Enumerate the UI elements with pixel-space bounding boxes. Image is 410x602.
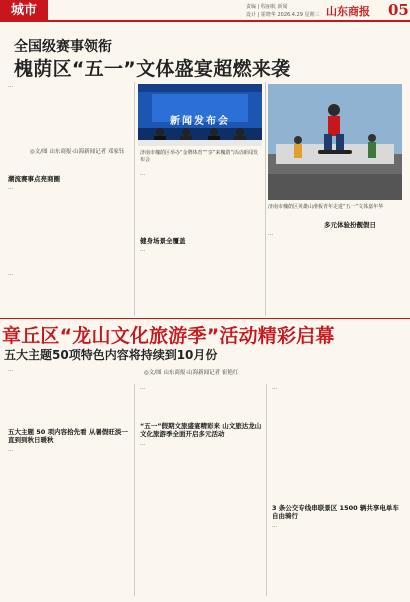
story2-body-d: … xyxy=(140,441,145,447)
story1-body-d: … xyxy=(140,171,145,177)
story1-body-f: … xyxy=(268,231,273,237)
story2-headline-block xyxy=(0,320,410,347)
story1-subhead-b: 健身场景全覆盖 xyxy=(140,237,186,245)
press-screen-title: 新闻发布会 xyxy=(170,116,230,127)
story2-body-b: … xyxy=(8,447,13,453)
story1-subhead-a: 潮流赛事点亮商圈 xyxy=(8,175,60,183)
skateboard-photo xyxy=(268,84,402,200)
story2-subhead-b: “五一”假期文旅盛宴精彩来 山文旅达龙山文化旅游季全面开启多元活动 xyxy=(140,422,262,438)
story2-subhead-c: 3 条公交专线串联景区 1500 辆共享电单车自由骑行 xyxy=(272,504,399,520)
story2-body-c: … xyxy=(140,385,145,391)
story2-body-e: … xyxy=(272,385,277,391)
skateboard-illustration xyxy=(268,84,402,200)
story2-body-a: … xyxy=(8,367,13,373)
section-tag: 城市 xyxy=(0,0,48,22)
press-photo-caption: 济南市槐荫区举办“金牌体育”“享”来槐荫”活动新闻发布会 xyxy=(140,150,258,163)
paper-name: 山东商报 xyxy=(326,5,370,18)
story1-subhead-c: 多元体验扮靓假日 xyxy=(324,221,376,229)
story1-body-lead: … xyxy=(8,83,13,89)
page-number: 05 xyxy=(388,1,409,19)
column-divider xyxy=(265,82,266,316)
press-conference-photo xyxy=(138,84,262,146)
story-divider xyxy=(0,318,410,319)
column-divider xyxy=(266,384,267,596)
masthead xyxy=(0,0,410,22)
story2-headline: 章丘区“龙山文化旅游季”活动精彩启幕 xyxy=(2,325,335,347)
masthead-info: 设计 | 霍晓华 2026.4.29 星期三 xyxy=(246,12,320,18)
story1-body-e: … xyxy=(140,247,145,253)
story1-byline: ◎文/图 山东商报·山海新闻记者 邓家钰 xyxy=(30,149,125,155)
story2-deck: 五大主题50项特色内容将持续到10月份 xyxy=(4,348,218,362)
column-divider xyxy=(134,384,135,596)
story2-body-f: … xyxy=(272,523,277,529)
section-label: 责编 | 程丽航 新闻 xyxy=(246,4,288,10)
story1-kicker: 全国级赛事领衔 xyxy=(14,39,112,55)
skate-photo-caption: 济南市槐荫区英雄山滑板青年走进“五一”文体嘉年华 xyxy=(268,204,384,210)
story2-byline: ◎文/图 山东商报·山海新闻记者 崔艳红 xyxy=(144,370,239,376)
story1-headline: 槐荫区“五一”文体盛宴超燃来袭 xyxy=(14,58,291,80)
story1-body-c: … xyxy=(8,271,13,277)
story1-body-b: … xyxy=(8,185,13,191)
column-divider xyxy=(134,82,135,316)
story2-subhead-a: 五大主题 50 项内容拾先看 从暑假旺淡一直到到秋日暖秋 xyxy=(8,428,128,444)
